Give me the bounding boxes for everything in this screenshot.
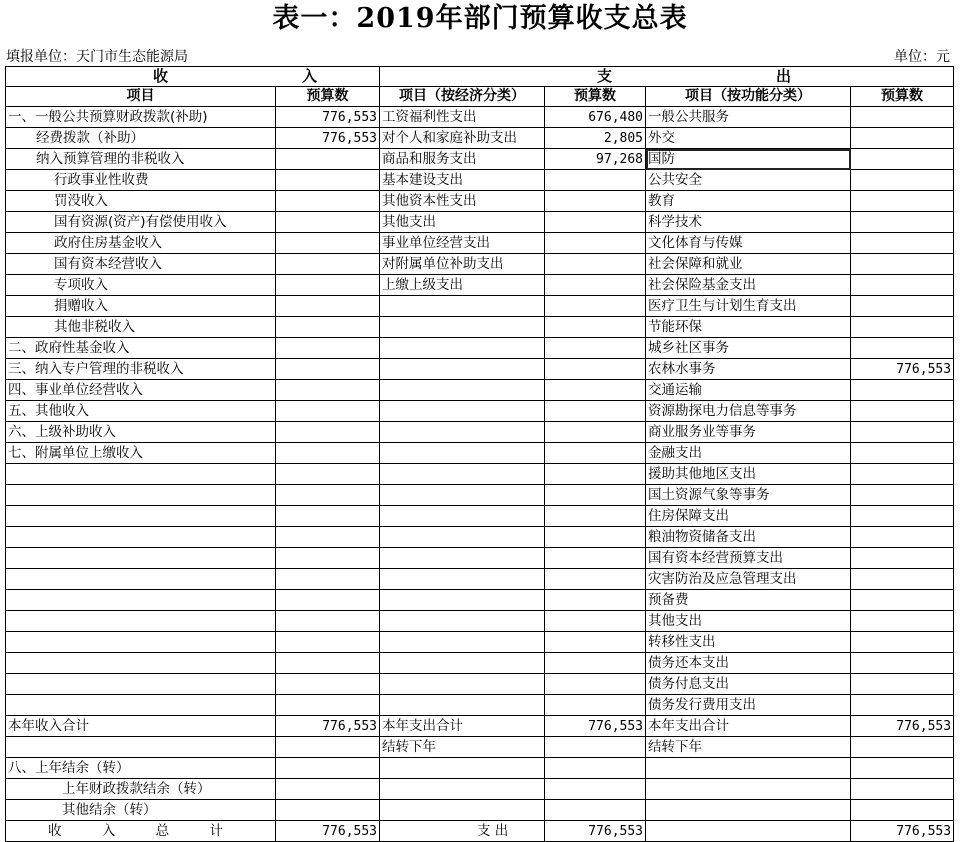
empty-cell [276,527,380,548]
empty-cell [276,695,380,716]
income-item-label: 其他非税收入 [6,317,276,338]
table-row [6,422,954,443]
table-row [6,464,954,485]
empty-cell [851,800,954,821]
empty-cell [380,569,545,590]
func-item-label: 城乡社区事务 [646,338,851,359]
income-item-label: 纳入预算管理的非税收入 [6,149,276,170]
table-row [6,695,954,716]
income-item-value [276,212,380,233]
empty-cell [276,758,380,779]
empty-cell [380,359,545,380]
income-item-value [276,422,380,443]
empty-cell [380,527,545,548]
econ-item-value: 2,805 [545,128,646,149]
empty-cell [545,443,646,464]
empty-cell [545,296,646,317]
func-item-label: 国有资本经营预算支出 [646,548,851,569]
empty-cell [545,695,646,716]
func-item-label: 债务还本支出 [646,653,851,674]
empty-cell [851,779,954,800]
empty-cell [380,506,545,527]
col-header-income-budget: 预算数 [276,87,380,107]
grand-expense-label-text: 支 出 [477,822,509,839]
empty-cell [380,695,545,716]
empty-cell [380,443,545,464]
col-header-item: 项目 [6,87,276,107]
table-row [6,653,954,674]
empty-cell [545,464,646,485]
empty-cell [380,401,545,422]
empty-cell [545,380,646,401]
empty-cell [6,632,276,653]
header-row-columns [6,87,954,107]
grand-expense-value: 776,553 [545,821,646,842]
empty-cell [545,485,646,506]
func-item-label: 农林水事务 [646,359,851,380]
empty-cell [6,506,276,527]
empty-cell [380,758,545,779]
income-item-value [276,317,380,338]
econ-item-value [545,233,646,254]
income-item-value [276,233,380,254]
func-item-value [851,380,954,401]
empty-cell [646,821,851,842]
table-row [6,338,954,359]
table-row [6,569,954,590]
empty-cell [380,317,545,338]
empty-cell [6,653,276,674]
func-item-label: 灾害防治及应急管理支出 [646,569,851,590]
table-row [6,107,954,128]
empty-cell [380,653,545,674]
col-header-func-item: 项目（按功能分类） [646,87,851,107]
income-item-value [276,191,380,212]
empty-cell [380,674,545,695]
econ-item-label: 其他资本性支出 [380,191,545,212]
func-item-value [851,632,954,653]
func-item-value [851,233,954,254]
empty-cell [380,779,545,800]
func-item-value [851,506,954,527]
income-item-value [276,254,380,275]
empty-cell [276,737,380,758]
income-item-label: 二、政府性基金收入 [6,338,276,359]
income-item-label: 六、上级补助收入 [6,422,276,443]
table-row [6,821,954,842]
empty-cell [545,401,646,422]
table-row [6,716,954,737]
income-item-value [276,401,380,422]
func-item-value [851,569,954,590]
table-row [6,380,954,401]
page-title: 表一：2019年部门预算收支总表 [272,3,688,34]
col-header-econ-item: 项目（按经济分类） [380,87,545,107]
empty-cell [646,758,851,779]
empty-cell [6,485,276,506]
empty-cell [276,800,380,821]
func-item-label: 转移性支出 [646,632,851,653]
table-row [6,170,954,191]
table-row [6,233,954,254]
table-row [6,485,954,506]
empty-cell [380,611,545,632]
func-item-label: 金融支出 [646,443,851,464]
expense-section-header [380,67,954,87]
econ-item-value: 97,268 [545,149,646,170]
func-item-label: 交通运输 [646,380,851,401]
econ-item-label: 其他支出 [380,212,545,233]
table-row [6,254,954,275]
income-total-value: 776,553 [276,716,380,737]
empty-cell [545,548,646,569]
grand-income-label-text: 收 入 总 计 [48,822,223,839]
func-item-value [851,254,954,275]
func-item-label: 外交 [646,128,851,149]
empty-cell [545,737,646,758]
func-item-value [851,464,954,485]
econ-item-label: 工资福利性支出 [380,107,545,128]
func-item-label: 资源勘探电力信息等事务 [646,401,851,422]
empty-cell [545,569,646,590]
empty-cell [6,464,276,485]
func-item-label: 国防 [646,149,851,170]
empty-cell [851,758,954,779]
income-item-label: 行政事业性收费 [6,170,276,191]
econ-item-value [545,212,646,233]
econ-item-value [545,191,646,212]
empty-cell [380,422,545,443]
func-item-value [851,191,954,212]
empty-cell [380,464,545,485]
col-header-econ-budget: 预算数 [545,87,646,107]
empty-cell [380,338,545,359]
empty-cell [6,611,276,632]
grand-income-label [6,821,276,842]
func-item-label: 国土资源气象等事务 [646,485,851,506]
empty-cell [6,737,276,758]
income-section-header [6,67,380,87]
income-item-value [276,380,380,401]
econ-item-value [545,275,646,296]
empty-cell [380,548,545,569]
table-row [6,674,954,695]
empty-cell [545,632,646,653]
func-item-label: 债务付息支出 [646,674,851,695]
func-item-label: 社会保险基金支出 [646,275,851,296]
empty-cell [6,674,276,695]
empty-cell [380,296,545,317]
func-item-value [851,317,954,338]
table-row [6,275,954,296]
econ-total-label: 本年支出合计 [380,716,545,737]
income-item-label: 四、事业单位经营收入 [6,380,276,401]
empty-cell [545,359,646,380]
col-header-func-budget: 预算数 [851,87,954,107]
empty-cell [6,569,276,590]
func-item-value [851,653,954,674]
income-item-value: 776,553 [276,128,380,149]
empty-cell [545,779,646,800]
empty-cell [276,485,380,506]
income-item-label: 经费拨款（补助） [6,128,276,149]
table-row [6,443,954,464]
header-row-sections [6,67,954,87]
empty-cell [380,800,545,821]
empty-cell [276,464,380,485]
income-item-value [276,170,380,191]
func-item-label: 其他支出 [646,611,851,632]
income-item-value [276,338,380,359]
func-item-value [851,611,954,632]
econ-item-value [545,170,646,191]
table-row [6,212,954,233]
func-item-value [851,695,954,716]
table-row [6,632,954,653]
income-item-label: 罚没收入 [6,191,276,212]
table-row [6,611,954,632]
empty-cell [646,779,851,800]
expense-section-header-label: 支 出 [597,67,792,85]
func-total-label: 本年支出合计 [646,716,851,737]
carry-econ-label: 结转下年 [380,737,545,758]
prior-fiscal-label: 上年财政拨款结余（转） [6,779,276,800]
empty-cell [6,590,276,611]
func-item-value: 776,553 [851,359,954,380]
func-item-label: 债务发行费用支出 [646,695,851,716]
empty-cell [276,506,380,527]
func-item-value [851,443,954,464]
table-row [6,149,954,170]
func-item-label: 教育 [646,191,851,212]
func-item-value [851,527,954,548]
table-row [6,401,954,422]
econ-total-value: 776,553 [545,716,646,737]
table-row [6,548,954,569]
table-row [6,317,954,338]
budget-table [5,66,954,842]
empty-cell [6,695,276,716]
empty-cell [545,317,646,338]
empty-cell [6,548,276,569]
income-item-value [276,275,380,296]
empty-cell [545,338,646,359]
func-item-label: 商业服务业等事务 [646,422,851,443]
empty-cell [276,674,380,695]
func-item-label: 文化体育与传媒 [646,233,851,254]
func-item-value [851,296,954,317]
table-row [6,128,954,149]
currency-unit: 单位：元 [894,49,950,65]
empty-cell [545,527,646,548]
income-total-label: 本年收入合计 [6,716,276,737]
empty-cell [6,527,276,548]
income-item-label: 国有资本经营收入 [6,254,276,275]
func-item-value [851,275,954,296]
func-item-label: 预备费 [646,590,851,611]
income-section-header-label: 收 入 [153,67,318,85]
empty-cell [545,506,646,527]
table-row [6,737,954,758]
empty-cell [380,380,545,401]
func-item-label: 住房保障支出 [646,506,851,527]
grand-income-value: 776,553 [276,821,380,842]
func-item-label: 援助其他地区支出 [646,464,851,485]
table-row [6,800,954,821]
income-item-value: 776,553 [276,107,380,128]
func-item-value [851,485,954,506]
func-item-label: 公共安全 [646,170,851,191]
income-item-label: 一、一般公共预算财政拨款(补助) [6,107,276,128]
econ-item-label: 基本建设支出 [380,170,545,191]
table-row [6,527,954,548]
func-item-label: 节能环保 [646,317,851,338]
grand-expense-label [380,821,545,842]
income-item-label: 专项收入 [6,275,276,296]
empty-cell [276,569,380,590]
func-item-value [851,338,954,359]
empty-cell [276,611,380,632]
table-row [6,296,954,317]
empty-cell [545,800,646,821]
func-item-label: 科学技术 [646,212,851,233]
func-item-value [851,212,954,233]
empty-cell [545,674,646,695]
func-item-value [851,548,954,569]
table-row [6,506,954,527]
func-total-value: 776,553 [851,716,954,737]
empty-cell [646,800,851,821]
income-item-label: 三、纳入专户管理的非税收入 [6,359,276,380]
empty-cell [380,485,545,506]
empty-cell [545,611,646,632]
econ-item-value [545,254,646,275]
empty-cell [545,653,646,674]
func-item-label: 粮油物资储备支出 [646,527,851,548]
func-item-value [851,590,954,611]
func-item-value [851,149,954,170]
table-row [6,779,954,800]
empty-cell [380,590,545,611]
func-item-value [851,170,954,191]
func-item-value [851,107,954,128]
carry-func-label: 结转下年 [646,737,851,758]
func-item-value [851,674,954,695]
grand-func-value: 776,553 [851,821,954,842]
func-item-value [851,422,954,443]
empty-cell [545,422,646,443]
econ-item-label: 上缴上级支出 [380,275,545,296]
table-row [6,590,954,611]
empty-cell [276,653,380,674]
income-item-label: 五、其他收入 [6,401,276,422]
income-item-label: 七、附属单位上缴收入 [6,443,276,464]
budget-table-body [6,67,954,842]
func-item-label: 社会保障和就业 [646,254,851,275]
func-item-label: 医疗卫生与计划生育支出 [646,296,851,317]
empty-cell [545,758,646,779]
func-item-value [851,401,954,422]
table-row [6,191,954,212]
empty-cell [276,548,380,569]
income-item-label: 政府住房基金收入 [6,233,276,254]
reporting-unit: 填报单位：天门市生态能源局 [6,49,188,65]
income-item-label: 捐赠收入 [6,296,276,317]
econ-item-value: 676,480 [545,107,646,128]
income-item-value [276,443,380,464]
func-item-value [851,128,954,149]
empty-cell [545,590,646,611]
income-item-label: 国有资源(资产)有偿使用收入 [6,212,276,233]
econ-item-label: 事业单位经营支出 [380,233,545,254]
empty-cell [276,590,380,611]
func-item-label: 一般公共服务 [646,107,851,128]
empty-cell [276,632,380,653]
empty-cell [276,779,380,800]
income-item-value [276,149,380,170]
table-row [6,758,954,779]
empty-cell [380,632,545,653]
income-item-value [276,359,380,380]
other-balance-label: 其他结余（转） [6,800,276,821]
econ-item-label: 对附属单位补助支出 [380,254,545,275]
income-item-value [276,296,380,317]
empty-cell [851,737,954,758]
prior-balance-label: 八、上年结余（转） [6,758,276,779]
econ-item-label: 商品和服务支出 [380,149,545,170]
econ-item-label: 对个人和家庭补助支出 [380,128,545,149]
table-row [6,359,954,380]
